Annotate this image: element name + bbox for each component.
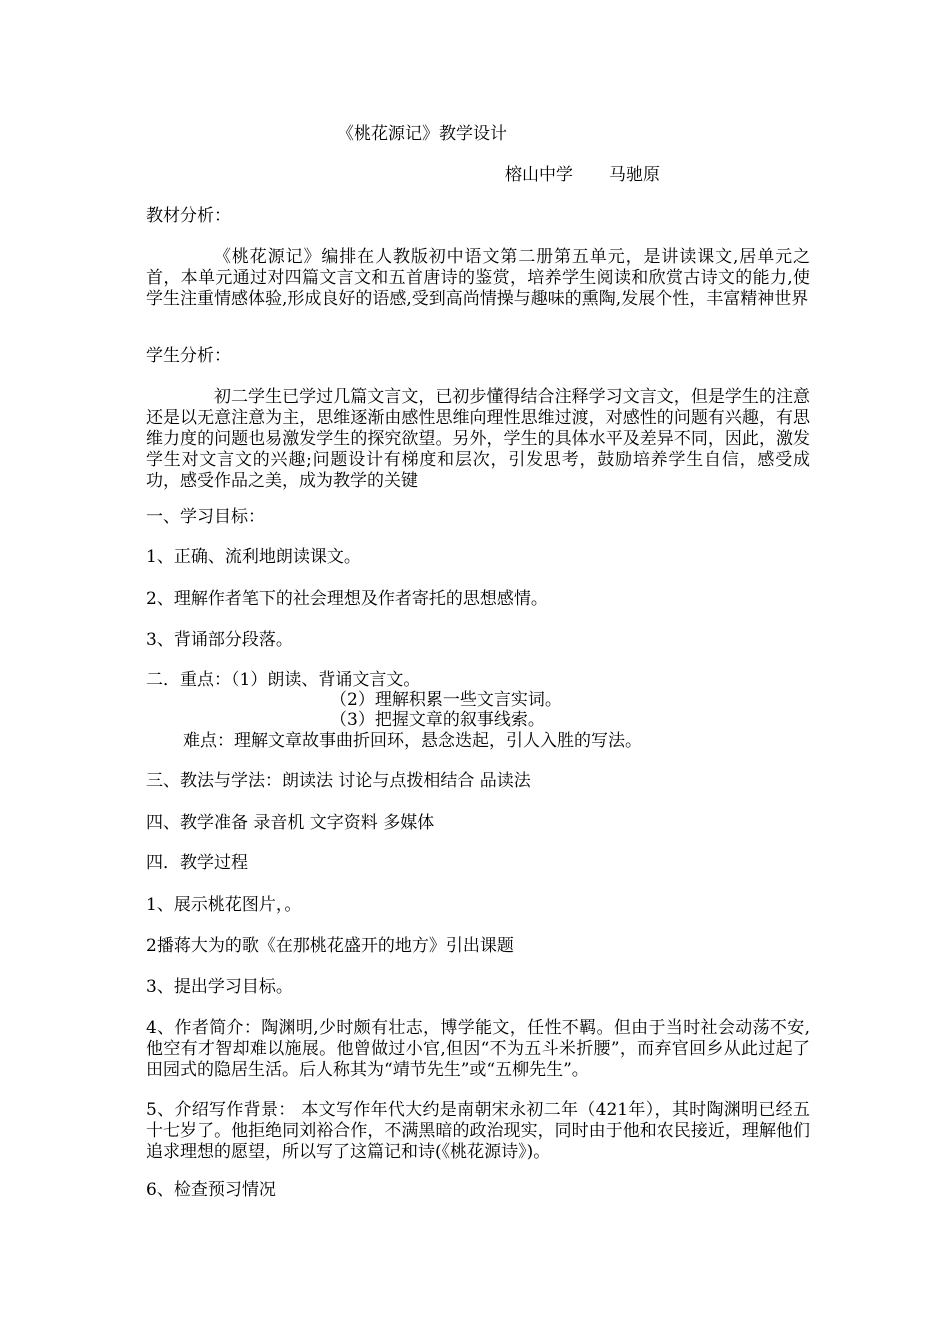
author-line (505, 165, 660, 186)
methods-line: 三、教法与学法：朗读法 讨论与点拨相结合 品读法 (146, 771, 531, 791)
key-points-line: 二．重点：（1）朗读、背诵文言文。 (146, 670, 421, 690)
material-paragraph: 《桃花源记》编排在人教版初中语文第二册第五单元，是讲读课文,居单元之首，本单元通过对四篇文言文和五首唐诗的鉴赏，培养学生阅读和欣赏古诗文的能力,使学生注重情感体验,形成良好的语感,受到高尚情操与趣味的熏陶,发展个性，丰富精神世界 (146, 247, 810, 309)
preparation-line: 四、教学准备 录音机 文字资料 多媒体 (146, 813, 435, 833)
difficulty-line: 难点：理解文章故事曲折回环，悬念迭起，引人入胜的写法。 (183, 731, 642, 751)
author-intro-paragraph: 4、作者简介：陶渊明,少时颇有壮志，博学能文，任性不羁。但由于当时社会动荡不安,他空有才智却难以施展。他曾做过小官,但因“不为五斗米折腰”，而弃官回乡从此过起了田园式的隐居生活。后人称其为“靖节先生”或“五柳先生”。 (146, 1018, 810, 1080)
students-heading: 学生分析： (146, 346, 231, 366)
background-paragraph: 5、介绍写作背景： 本文写作年代大约是南朝宋永初二年（421年），其时陶渊明已经五十七岁了。他拒绝同刘裕合作，不满黑暗的政治现实，同时由于他和农民接近，理解他们追求理想的愿望，所以写了这篇记和诗(《桃花源诗》)。 (146, 1100, 810, 1162)
goal-item: 3、背诵部分段落。 (146, 630, 293, 650)
process-step: 3、提出学习目标。 (146, 977, 293, 997)
goal-item: 1、正确、流利地朗读课文。 (146, 547, 361, 567)
process-step: 6、检查预习情况 (146, 1180, 276, 1200)
material-heading: 教材分析： (146, 206, 231, 226)
goal-item: 2、理解作者笔下的社会理想及作者寄托的思想感情。 (146, 589, 548, 609)
goals-heading: 一、学习目标： (146, 507, 265, 527)
document-title: 《桃花源记》教学设计 (337, 124, 507, 144)
author-school: 榕山中学 (505, 165, 573, 185)
key-point-item: （2）理解积累一些文言实词。 (330, 690, 562, 710)
process-step: 1、展示桃花图片，。 (146, 895, 302, 915)
key-point-item: （3）把握文章的叙事线索。 (330, 710, 545, 730)
author-name: 马驰原 (609, 165, 660, 185)
students-paragraph: 初二学生已学过几篇文言文，已初步懂得结合注释学习文言文，但是学生的注意还是以无意注意为主，思维逐渐由感性思维向理性思维过渡，对感性的问题有兴趣，有思维力度的问题也易激发学生的探究欲望。另外，学生的具体水平及差异不同，因此，激发学生对文言文的兴趣;问题设计有梯度和层次，引发思考，鼓励培养学生自信，感受成功，感受作品之美，成为教学的关键 (146, 387, 810, 491)
process-heading: 四．教学过程 (146, 853, 248, 873)
process-step: 2播蒋大为的歌《在那桃花盛开的地方》引出课题 (146, 936, 514, 956)
